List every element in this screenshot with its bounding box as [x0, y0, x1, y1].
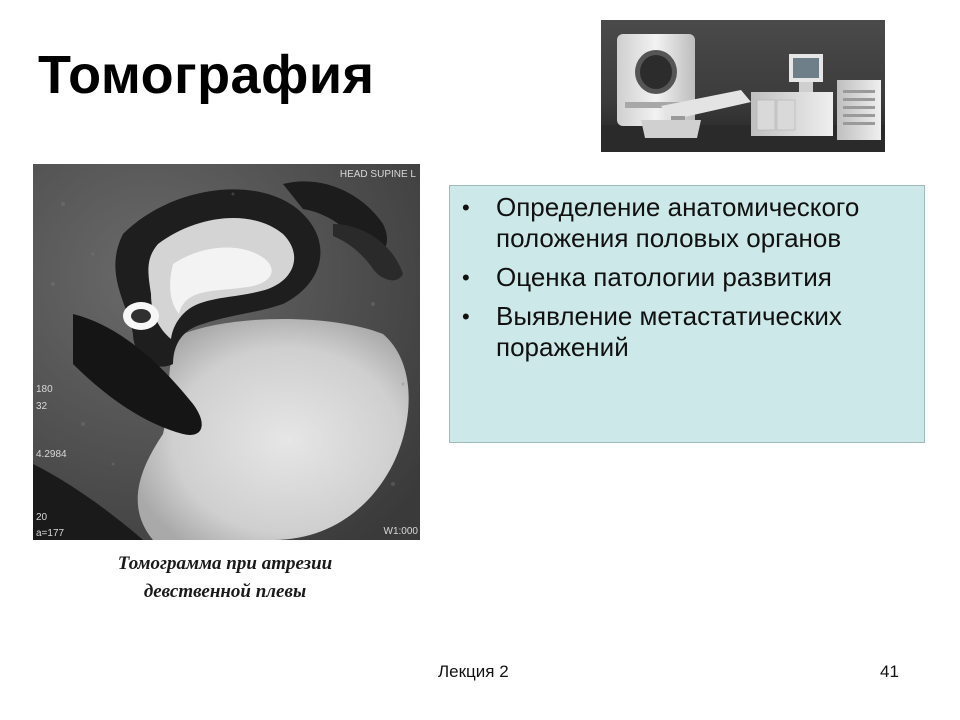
- bullet-item: [462, 192, 916, 254]
- bullet-symbol: •: [462, 304, 470, 329]
- bullet-symbol: •: [462, 195, 470, 220]
- bullet-symbol: •: [462, 265, 470, 290]
- ct-scanner-photo: [601, 20, 885, 152]
- mri-side-value: a=177: [36, 528, 65, 539]
- ct-scanner-illustration: [601, 20, 885, 152]
- cabinet-shape: [837, 80, 881, 140]
- mri-header-label: HEAD SUPINE L: [339, 169, 416, 180]
- page-number: 41: [880, 662, 899, 681]
- bullet-text: Выявление метастатических поражений: [496, 301, 842, 362]
- bullet-box: [449, 185, 925, 443]
- caption-line-1: Томограмма при атрезии: [117, 553, 333, 574]
- mri-side-value: 180: [36, 384, 53, 395]
- image-caption: [60, 550, 390, 606]
- mri-scan-image: [33, 164, 420, 540]
- mri-window-label: W1:000: [383, 526, 418, 537]
- bullet-item: [462, 262, 916, 293]
- mri-side-value: 20: [36, 512, 48, 523]
- footer-lecture-label: Лекция 2: [438, 662, 509, 681]
- mri-scan-illustration: [33, 164, 420, 540]
- bullet-list: [462, 192, 916, 371]
- slide-title: Томография: [38, 45, 375, 105]
- bullet-item: [462, 301, 916, 363]
- bullet-text: Определение анатомического положения половых органов: [496, 192, 860, 253]
- mri-side-value: 4.2984: [36, 449, 67, 460]
- bullet-text: Оценка патологии развития: [496, 262, 832, 292]
- mri-side-value: 32: [36, 401, 48, 412]
- caption-line-2: девственной плевы: [143, 581, 307, 602]
